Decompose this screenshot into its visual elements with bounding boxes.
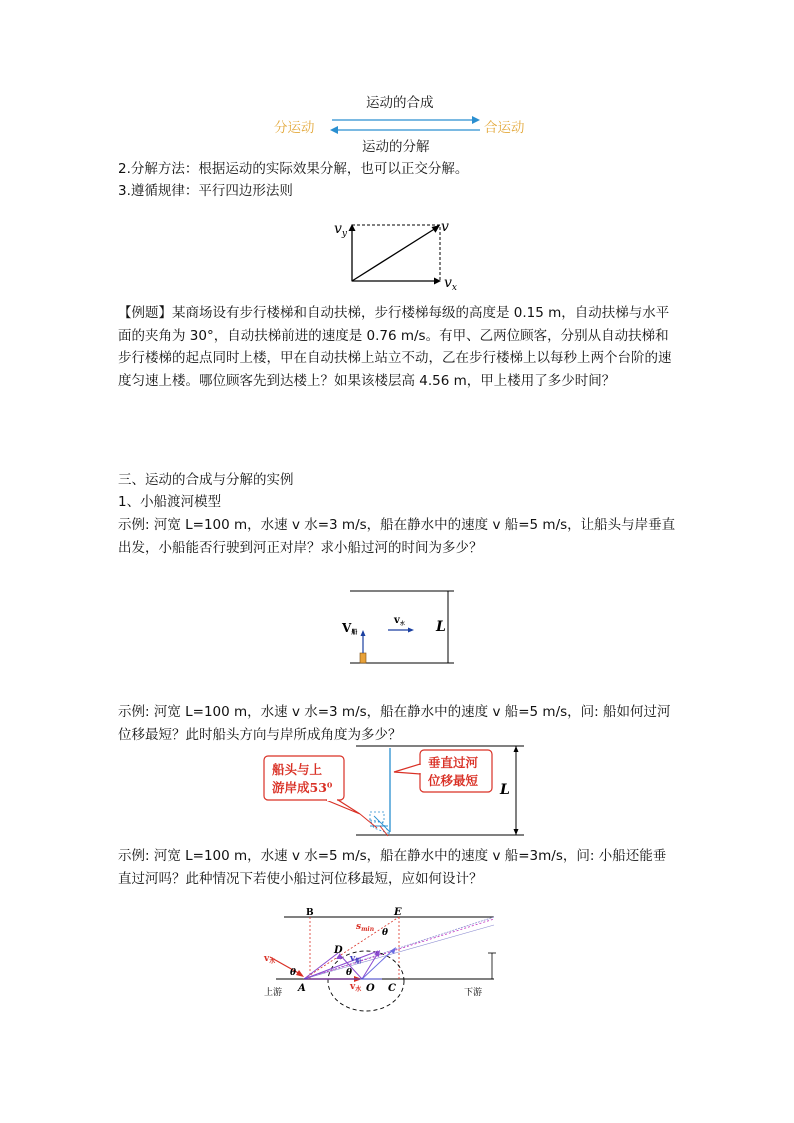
point-E-label: E — [394, 907, 402, 918]
theta-label-3: θ — [346, 968, 353, 978]
point-O-label: O — [366, 983, 375, 994]
vy-label: $v_y$ — [334, 221, 348, 239]
point-A-label: A — [298, 983, 306, 994]
v-boat-label: V船 — [342, 621, 358, 636]
v-water-label: $v_水$ — [394, 615, 405, 627]
v-water-label-3: $v_水$ — [264, 954, 276, 965]
v-label: v — [441, 219, 449, 235]
width-label-2: L — [500, 782, 510, 798]
vx-label: $v_x$ — [444, 275, 457, 293]
callout-right-line1: 垂直过河 — [428, 755, 479, 770]
downstream-label: 下游 — [464, 988, 483, 998]
decomposition-label: 运动的分解 — [362, 139, 430, 155]
decompose-method-line: 2.分解方法：根据运动的实际效果分解，也可以正交分解。 — [118, 161, 469, 177]
example-paragraph: 【例题】某商场设有步行楼梯和自动扶梯，步行楼梯每级的高度是 0.15 m，自动扶梯与水平面的夹角为 30°，自动扶梯前进的速度是 0.76 m/s。有甲、乙两位顾客，分别从自动扶梯和步行楼梯的起点同时上楼，甲在自动扶梯上站立不动，乙在步行楼梯上以每秒上两个台阶的速度匀速上楼。哪位顾客先到达楼上？如果该楼层高 4.56 m，甲上楼用了多少时间？ — [118, 305, 672, 389]
upstream-label: 上游 — [264, 988, 283, 998]
callout-right-line2: 位移最短 — [428, 773, 479, 788]
theta-label-2: θ — [290, 968, 297, 978]
theta-label-1: θ — [382, 928, 389, 938]
river-crossing-figure-2 — [262, 742, 532, 840]
v-boat-label-3: $v_船$ — [350, 954, 362, 965]
s-min-label: $s_{min}$ — [356, 922, 375, 933]
synthesis-label: 运动的合成 — [366, 95, 434, 111]
resultant-motion-label: 合运动 — [484, 120, 525, 136]
component-motion-label: 分运动 — [274, 120, 315, 136]
callout-left-line2: 游岸成53⁰ — [272, 780, 333, 795]
river-crossing-figure-1 — [336, 585, 466, 670]
vector-parallelogram-figure — [330, 215, 470, 295]
point-C-label: C — [388, 983, 396, 994]
synthesis-arrows — [320, 112, 490, 138]
point-D-label: D — [334, 945, 343, 956]
point-B-label: B — [306, 908, 314, 918]
section-subtitle: 1、小船渡河模型 — [118, 494, 222, 510]
rule-line: 3.遵循规律：平行四边形法则 — [118, 183, 293, 199]
example-2-paragraph: 示例: 河宽 L=100 m，水速 v 水=3 m/s，船在静水中的速度 v 船=5 m/s，问: 船如何过河位移最短？此时船头方向与岸所成角度为多少？ — [118, 704, 671, 743]
section-title: 三、运动的合成与分解的实例 — [118, 472, 294, 488]
width-label: L — [436, 619, 446, 635]
example-1-paragraph: 示例: 河宽 L=100 m，水速 v 水=3 m/s，船在静水中的速度 v 船=5 m/s，让船头与岸垂直出发，小船能否行驶到河正对岸？求小船过河的时间为多少？ — [118, 517, 676, 556]
callout-left-line1: 船头与上 — [272, 762, 323, 777]
boat-icon — [360, 653, 366, 663]
river-crossing-figure-3 — [258, 905, 508, 1025]
example-3-paragraph: 示例: 河宽 L=100 m，水速 v 水=5 m/s，船在静水中的速度 v 船=3m/s，问: 小船还能垂直过河吗？此种情况下若使小船过河位移最短，应如何设计？ — [118, 848, 667, 887]
v-water-label-3b: $v_水$ — [350, 982, 362, 993]
